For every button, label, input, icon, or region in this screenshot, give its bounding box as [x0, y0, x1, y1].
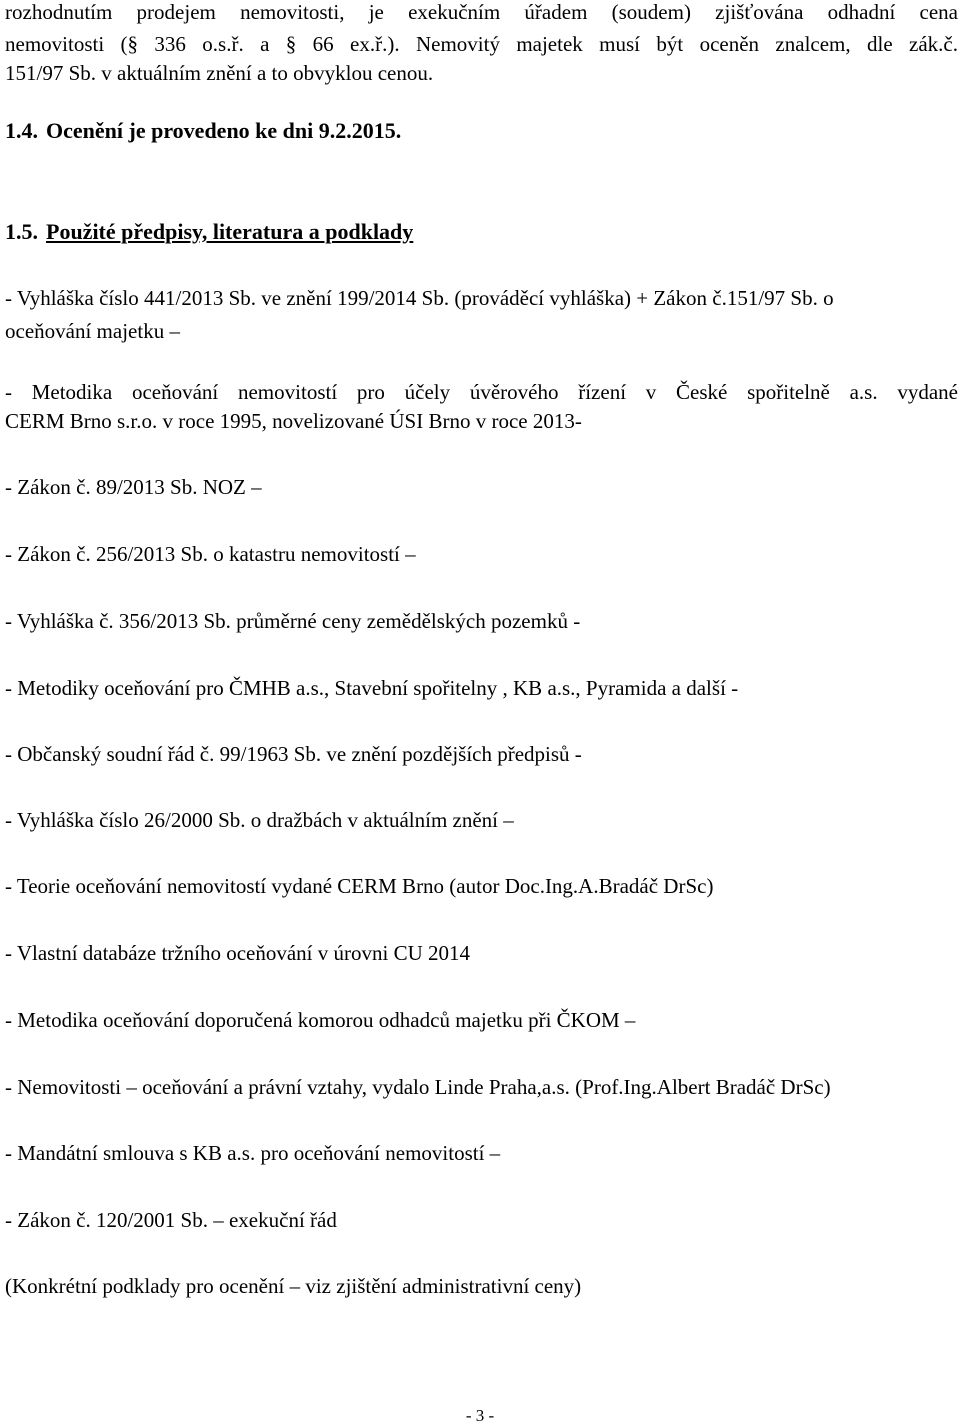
source-item-13: - Mandátní smlouva s KB a.s. pro oceňování nemovitostí – [5, 1141, 501, 1165]
source-item-14: - Zákon č. 120/2001 Sb. – exekuční řád [5, 1208, 337, 1232]
source-item-9: - Teorie oceňování nemovitostí vydané CERM Brno (autor Doc.Ing.A.Bradáč DrSc) [5, 874, 714, 898]
source-item-10: - Vlastní databáze tržního oceňování v úrovni CU 2014 [5, 941, 470, 965]
section-number-1-4: 1.4. [5, 118, 38, 143]
page-number: - 3 - [465, 1406, 495, 1425]
intro-line-3: 151/97 Sb. v aktuálním znění a to obvyklou cenou. [5, 61, 434, 85]
section-number-1-5: 1.5. [5, 219, 38, 244]
source-item-6: - Metodiky oceňování pro ČMHB a.s., Stavební spořitelny , KB a.s., Pyramida a další - [5, 676, 739, 700]
source-item-2-line-2: CERM Brno s.r.o. v roce 1995, novelizované ÚSI Brno v roce 2013- [5, 409, 582, 433]
source-item-8: - Vyhláška číslo 26/2000 Sb. o dražbách v aktuálním znění – [5, 808, 514, 832]
source-item-12: - Nemovitosti – oceňování a právní vztahy, vydalo Linde Praha,a.s. (Prof.Ing.Albert Bradáč DrSc) [5, 1075, 831, 1099]
source-item-1-line-2: oceňování majetku – [5, 319, 180, 343]
source-item-2-line-1: - Metodika oceňování nemovitostí pro účely úvěrového řízení v České spořitelně a.s. vydané [5, 380, 958, 404]
source-item-4: - Zákon č. 256/2013 Sb. o katastru nemovitostí – [5, 542, 416, 566]
sources-note: (Konkrétní podklady pro ocenění – viz zjištění administrativní ceny) [5, 1274, 582, 1298]
source-item-11: - Metodika oceňování doporučená komorou odhadců majetku při ČKOM – [5, 1008, 636, 1032]
section-heading-1-4 [5, 118, 401, 143]
section-heading-1-5 [5, 219, 413, 244]
source-item-5: - Vyhláška č. 356/2013 Sb. průměrné ceny zemědělských pozemků - [5, 609, 581, 633]
intro-line-2: nemovitosti (§ 336 o.s.ř. a § 66 ex.ř.). Nemovitý majetek musí být oceněn znalcem, dle zák.č. [5, 32, 958, 56]
section-title-1-5: Použité předpisy, literatura a podklady [46, 219, 414, 244]
source-item-1-line-1: - Vyhláška číslo 441/2013 Sb. ve znění 199/2014 Sb. (prováděcí vyhláška) + Zákon č.151/97 Sb. o [5, 286, 834, 310]
intro-line-1: rozhodnutím prodejem nemovitosti, je exekučním úřadem (soudem) zjišťována odhadní cena [5, 0, 958, 24]
section-title-1-4: Ocenění je provedeno ke dni 9.2.2015. [46, 118, 402, 143]
source-item-3: - Zákon č. 89/2013 Sb. NOZ – [5, 475, 262, 499]
source-item-7: - Občanský soudní řád č. 99/1963 Sb. ve znění pozdějších předpisů - [5, 742, 582, 766]
